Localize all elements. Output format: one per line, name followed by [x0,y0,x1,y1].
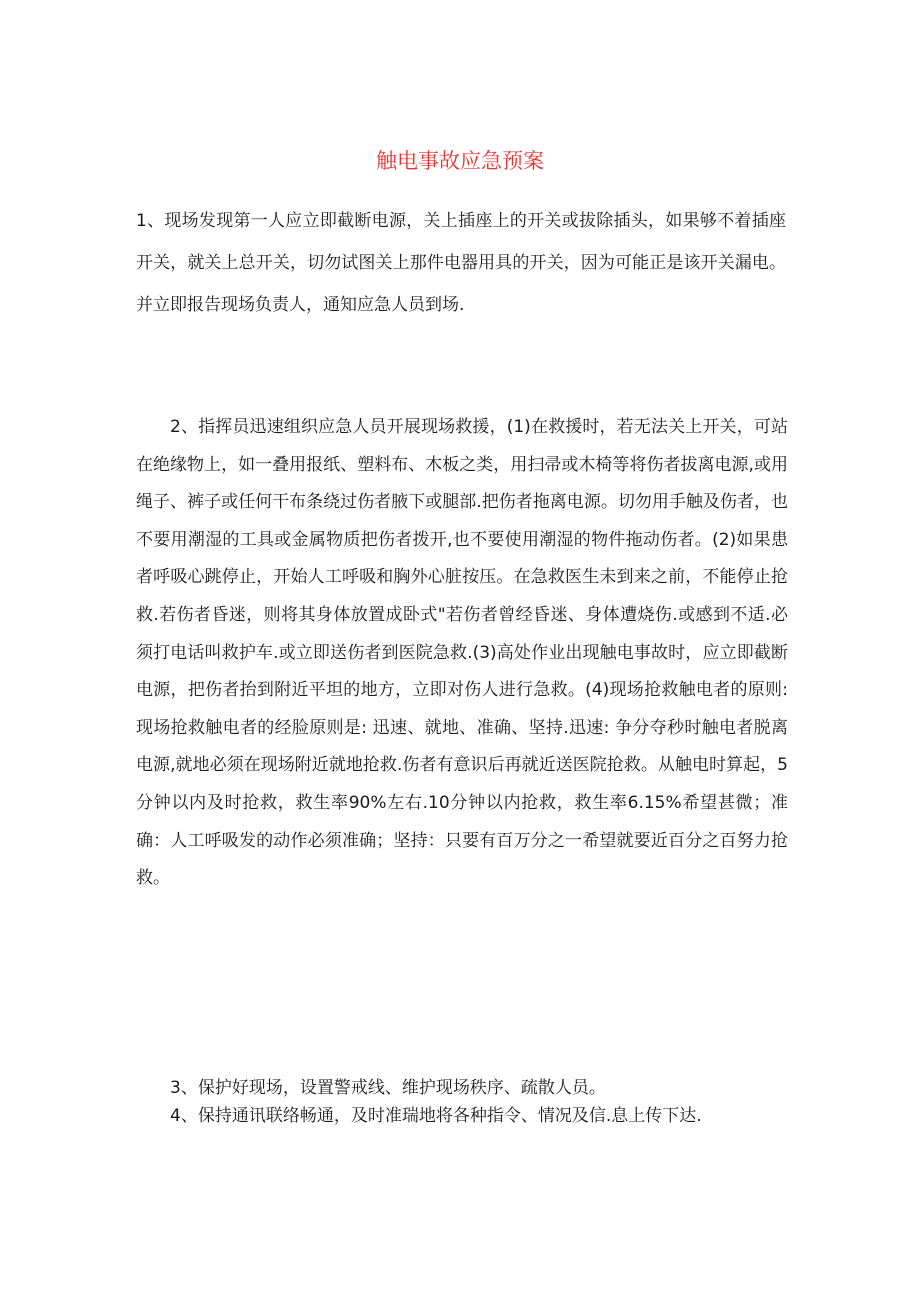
paragraph-2: 2、指挥员迅速组织应急人员开展现场救援，(1)在救援时，若无法关上开关，可站在绝缘物上，如一叠用报纸、塑料布、木板之类，用扫帚或木椅等将伤者拔离电源,或用绳子、裤子或任何干布条绕过伤者腋下或腿部.把伤者拖离电源。切勿用手触及伤者，也不要用潮湿的工具或金属物质把伤者拨开,也不要使用潮湿的物件拖动伤者。(2)如果患者呼吸心跳停止，开始人工呼吸和胸外心脏按压。在急救医生未到来之前，不能停止抢救.若伤者昏迷，则将其身体放置成卧式"若伤者曾经昏迷、身体遭烧伤.或感到不适.必须打电话叫救护车.或立即送伤者到医院急救.(3)高处作业出现触电事故时，应立即截断电源，把伤者抬到附近平坦的地方，立即对伤人进行急救。(4)现场抢救触电者的原则: 现场抢救触电者的经脸原则是: 迅速、就地、准确、坚持.迅速: 争分夺秒时触电者脱离电源,就地必须在现场附近就地抢救.伤者有意识后再就近送医院抢救。从触电时算起，5分钟以内及时抢救，救生率90%左右.10分钟以内抢救，救生率6.15%希望甚微；准确：人工呼吸发的动作必须准确；坚持：只要有百万分之一希望就要近百分之百努力抢救。 [136,417,788,889]
paragraph-4: 4、保持通讯联络畅通，及时准瑞地将各种指令、情况及信.息上传下达. [170,1106,702,1126]
document-title: 触电事故应急预案 [376,149,544,173]
paragraph-1: 1、现场发现第一人应立即截断电源，关上插座上的开关或拔除插头，如果够不着插座开关，就关上总开关，切勿试图关上那件电器用具的开关，因为可能正是该开关漏电。并立即报告现场负责人，通知应急人员到场. [136,211,786,315]
paragraph-3: 3、保护好现场，设置警戒线、维护现场秩序、疏散人员。 [170,1078,606,1098]
